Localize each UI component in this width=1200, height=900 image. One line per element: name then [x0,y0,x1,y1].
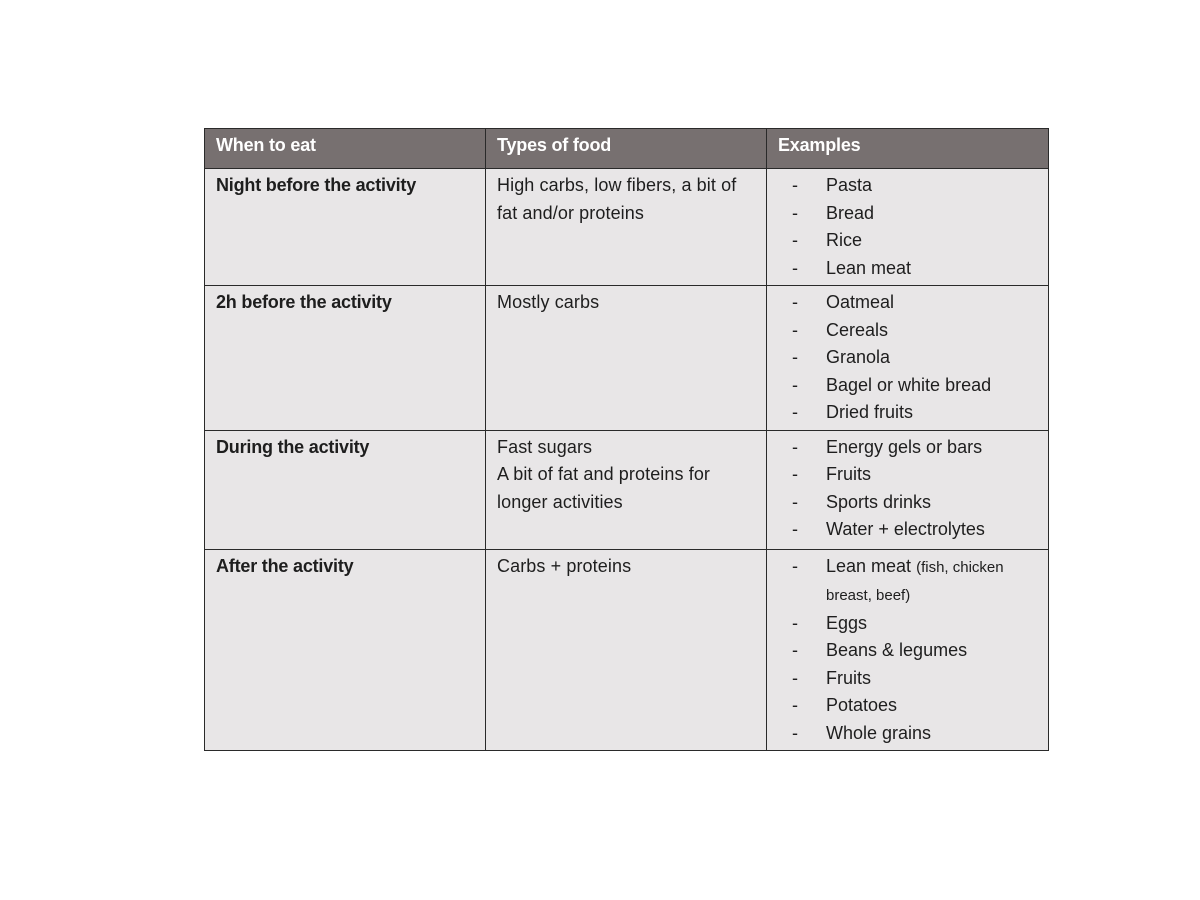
example-text: Rice [826,230,863,250]
example-text: Cereals [826,319,889,340]
table-row [205,549,1049,751]
example-text: Energy gels or bars [826,436,983,457]
examples-cell [767,169,1049,286]
table-row [205,430,1049,549]
when-cell: After the activity [205,549,486,751]
nutrition-timing-table [204,128,1049,751]
example-text: Potatoes [826,695,898,715]
list-item [778,399,1037,427]
example-text: Eggs [826,612,868,633]
list-item [778,255,1037,283]
list-item [778,692,1037,720]
examples-cell [767,549,1049,751]
example-text: Fruits [826,464,871,484]
example-text: Bagel or white bread [826,374,992,395]
list-item [778,200,1037,228]
types-line: A bit of fat and proteins for longer activities [497,464,711,512]
when-cell: 2h before the activity [205,286,486,431]
table-row [205,169,1049,286]
types-line: Mostly carbs [497,292,600,312]
examples-list [778,172,1037,282]
example-text: Water + electrolytes [826,519,985,539]
examples-cell [767,286,1049,431]
bullet-dash: - [792,667,798,688]
types-line: High carbs, low fibers, a bit of fat and/or proteins [497,175,737,223]
bullet-dash: - [792,722,798,743]
bullet-dash: - [792,319,798,340]
bullet-dash: - [792,402,798,422]
example-text: Granola [826,347,891,367]
example-text: Beans & legumes [826,640,968,660]
when-cell: Night before the activity [205,169,486,286]
example-text: Lean meat [826,555,912,576]
bullet-dash: - [792,519,798,539]
bullet-dash: - [792,640,798,660]
header-examples: Examples [767,129,1049,169]
list-item [778,372,1037,400]
nutrition-table-container [204,128,1048,751]
types-line: Fast sugars [497,436,593,457]
example-text: Bread [826,202,875,223]
example-text: Lean meat [826,257,912,278]
bullet-dash: - [792,436,798,457]
bullet-dash: - [792,374,798,395]
list-item [778,227,1037,255]
bullet-dash: - [792,612,798,633]
types-cell [486,430,767,549]
example-text: Oatmeal [826,292,895,312]
table-row [205,286,1049,431]
example-text: Pasta [826,175,873,195]
list-item [778,553,1037,610]
types-cell [486,549,767,751]
list-item [778,665,1037,693]
bullet-dash: - [792,230,798,250]
when-cell: During the activity [205,430,486,549]
bullet-dash: - [792,292,798,312]
examples-list [778,553,1037,748]
example-text: Sports drinks [826,491,932,512]
list-item [778,637,1037,665]
bullet-dash: - [792,464,798,484]
list-item [778,720,1037,748]
bullet-dash: - [792,175,798,195]
bullet-dash: - [792,202,798,223]
example-text: Fruits [826,667,871,688]
header-types-of-food: Types of food [486,129,767,169]
list-item [778,172,1037,200]
types-line: Carbs + proteins [497,555,632,576]
list-item [778,461,1037,489]
header-when-to-eat: When to eat [205,129,486,169]
bullet-dash: - [792,347,798,367]
types-cell [486,286,767,431]
list-item [778,289,1037,317]
examples-list [778,289,1037,427]
example-text: Whole grains [826,722,932,743]
bullet-dash: - [792,257,798,278]
example-note: (fish, chicken breast, beef) [826,558,1004,604]
examples-cell [767,430,1049,549]
bullet-dash: - [792,695,798,715]
types-cell [486,169,767,286]
example-text: Dried fruits [826,402,914,422]
bullet-dash: - [792,555,798,576]
list-item [778,434,1037,462]
examples-list [778,434,1037,544]
list-item [778,516,1037,544]
list-item [778,344,1037,372]
list-item [778,489,1037,517]
list-item [778,317,1037,345]
bullet-dash: - [792,491,798,512]
header-row [205,129,1049,169]
list-item [778,610,1037,638]
